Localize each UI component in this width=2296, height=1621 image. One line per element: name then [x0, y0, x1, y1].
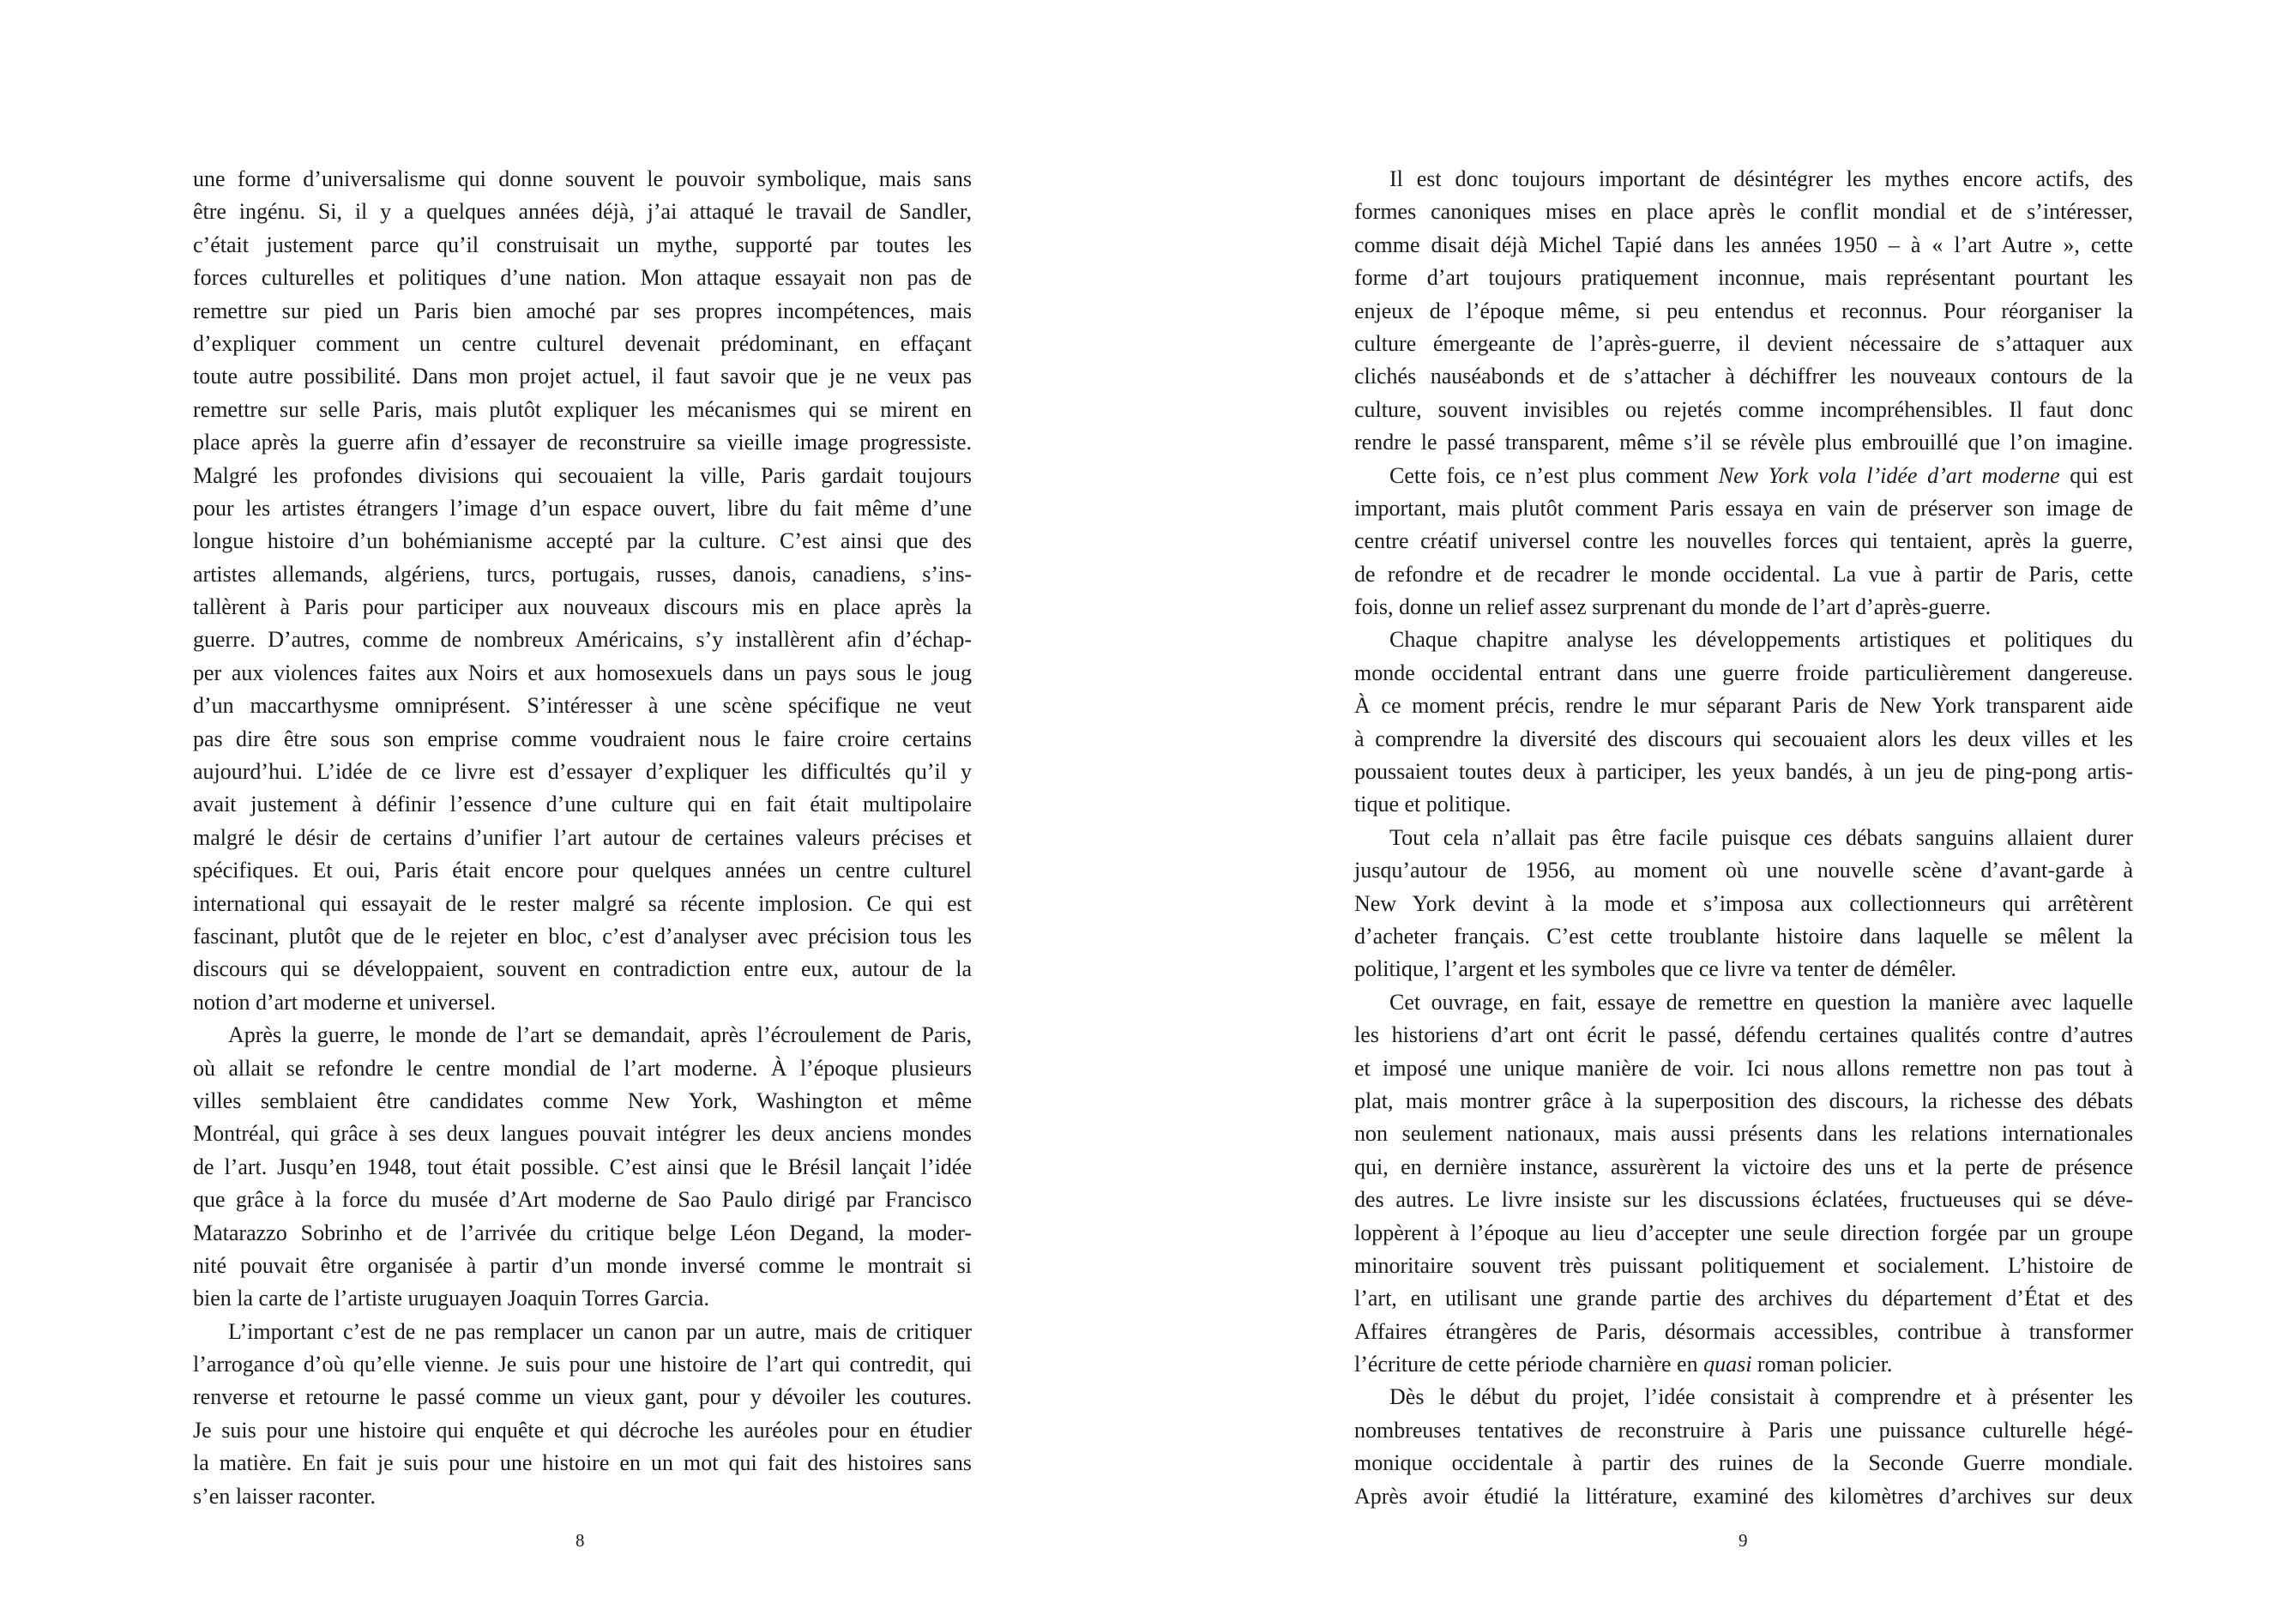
text-line: [1354, 1151, 2133, 1184]
text-line: [1354, 953, 2133, 985]
text-line: [1354, 1282, 2133, 1315]
text-line: [193, 1447, 972, 1479]
text-line: [1354, 1447, 2133, 1479]
text-line: [193, 1414, 972, 1447]
line-text: Cette fois, ce n’est plus comment: [1389, 462, 1719, 488]
page-number-right: 9: [1739, 1530, 1748, 1551]
line-text: artistes allemands, algériens, turcs, portugais, russes, danois, canadiens, s’ins-: [193, 561, 972, 587]
text-line: [193, 1282, 972, 1315]
text-line: [1354, 1414, 2133, 1447]
line-text: à comprendre la diversité des discours qui secouaient alors les deux villes et les: [1354, 726, 2133, 751]
line-text: d’acheter français. C’est cette troublante histoire dans laquelle se mêlent la: [1354, 923, 2133, 949]
line-text: tallèrent à Paris pour participer aux nouveaux discours mis en place après la: [193, 594, 972, 620]
text-line: [1354, 525, 2133, 557]
text-line: [193, 591, 972, 624]
line-text: une forme d’universalisme qui donne souvent le pouvoir symbolique, mais sans: [193, 166, 972, 191]
line-text: Affaires étrangères de Paris, désormais accessibles, contribue à transformer: [1354, 1318, 2133, 1344]
line-text: international qui essayait de le rester malgré sa récente implosion. Ce qui est: [193, 890, 972, 916]
text-line: [1354, 295, 2133, 328]
line-text: c’était justement parce qu’il construisait un mythe, supporté par toutes les: [193, 232, 972, 257]
page-number-left: 8: [576, 1530, 585, 1551]
line-text: formes canoniques mises en place après le conflit mondial et de s’intéresser,: [1354, 199, 2133, 225]
text-line: [193, 360, 972, 393]
line-text: New York devint à la mode et s’imposa aux collectionneurs qui arrêtèrent: [1354, 890, 2133, 916]
line-text: qui, en dernière instance, assurèrent la victoire des uns et la perte de présence: [1354, 1154, 2133, 1179]
text-line: [193, 1381, 972, 1413]
line-text: pour les artistes étrangers l’image d’un espace ouvert, libre du fait même d’une: [193, 495, 972, 521]
text-line: [193, 657, 972, 690]
line-text: la matière. En fait je suis pour une histoire en un mot qui fait des histoires sans: [193, 1450, 972, 1476]
line-text: aujourd’hui. L’idée de ce livre est d’essayer d’expliquer les difficultés qu’il y: [193, 759, 972, 785]
line-text: centre créatif universel contre les nouvelles forces qui tentaient, après la guerre,: [1354, 528, 2133, 554]
line-text: discours qui se développaient, souvent en contradiction entre eux, autour de la: [193, 956, 972, 982]
line-text: Après avoir étudié la littérature, examiné des kilomètres d’archives sur deux: [1354, 1483, 2133, 1509]
text-line: [1354, 723, 2133, 756]
text-line: [193, 1085, 972, 1118]
line-text: Tout cela n’allait pas être facile puisque ces débats sanguins allaient durer: [1389, 824, 2133, 850]
line-text: L’important c’est de ne pas remplacer un canon par un autre, mais de critiquer: [228, 1318, 972, 1344]
text-line: [193, 756, 972, 788]
line-text: l’arrogance d’où qu’elle vienne. Je suis pour une histoire de l’art qui contredit, qui: [193, 1352, 972, 1377]
italic-title: New York vola l’idée d’art moderne: [1718, 462, 2060, 488]
line-text: forces culturelles et politiques d’une nation. Mon attaque essayait non pas de: [193, 265, 972, 291]
text-line: [193, 1184, 972, 1216]
line-text: les historiens d’art ont écrit le passé, défendu certaines qualités contre d’autres: [1354, 1022, 2133, 1048]
text-line: [193, 690, 972, 722]
text-line: [193, 1217, 972, 1250]
line-text: l’écriture de cette période charnière en: [1354, 1352, 1704, 1377]
text-line: [193, 328, 972, 360]
line-text: Montréal, qui grâce à ses deux langues pouvait intégrer les deux anciens mondes: [193, 1121, 972, 1147]
line-text: minoritaire souvent très puissant politiquement et socialement. L’histoire de: [1354, 1252, 2133, 1278]
line-text-after: qui est: [2059, 462, 2133, 488]
text-line: [1354, 1348, 2133, 1381]
line-text: l’art, en utilisant une grande partie des archives du département d’État et des: [1354, 1286, 2133, 1311]
text-line: [193, 1348, 972, 1381]
text-line: [1354, 1217, 2133, 1250]
text-line: [193, 1151, 972, 1184]
line-text: Il est donc toujours important de désintégrer les mythes encore actifs, des: [1389, 166, 2133, 191]
text-line: [193, 525, 972, 557]
line-text: s’en laisser raconter.: [193, 1483, 376, 1509]
line-text: pas dire être sous son emprise comme voudraient nous le faire croire certains: [193, 726, 972, 751]
text-line: [1354, 229, 2133, 262]
text-line: [1354, 196, 2133, 228]
text-line: [1354, 1052, 2133, 1085]
line-text: forme d’art toujours pratiquement inconnue, mais représentant pourtant les: [1354, 265, 2133, 291]
text-line: [1354, 394, 2133, 426]
text-line: [1354, 1381, 2133, 1413]
text-line: [1354, 591, 2133, 624]
line-text: Dès le début du projet, l’idée consistait à comprendre et à présenter les: [1389, 1384, 2133, 1410]
left-page-text: [193, 163, 972, 1513]
line-text: enjeux de l’époque même, si peu entendus et reconnus. Pour réorganiser la: [1354, 298, 2133, 323]
text-line: [193, 196, 972, 228]
line-text-after: roman policier.: [1751, 1352, 1893, 1377]
text-line: [193, 492, 972, 525]
text-line: [193, 723, 972, 756]
line-text: monde occidental entrant dans une guerre froide particulièrement dangereuse.: [1354, 660, 2133, 685]
text-line: [193, 986, 972, 1019]
line-text: Malgré les profondes divisions qui secouaient la ville, Paris gardait toujours: [193, 462, 972, 488]
line-text: poussaient toutes deux à participer, les yeux bandés, à un jeu de ping-pong artis-: [1354, 759, 2133, 785]
line-text: que grâce à la force du musée d’Art moderne de Sao Paulo dirigé par Francisco: [193, 1187, 972, 1213]
text-line: [1354, 460, 2133, 492]
text-line: [193, 788, 972, 821]
line-text: d’expliquer comment un centre culturel devenait prédominant, en effaçant: [193, 330, 972, 356]
line-text: clichés nauséabonds et de s’attacher à déchiffrer les nouveaux contours de la: [1354, 364, 2133, 389]
text-line: [1354, 888, 2133, 920]
text-line: [1354, 360, 2133, 393]
line-text: nombreuses tentatives de reconstruire à Paris une puissance culturelle hégé-: [1354, 1417, 2133, 1443]
text-line: [1354, 1480, 2133, 1513]
line-text: place après la guerre afin d’essayer de reconstruire sa vieille image progressiste.: [193, 430, 972, 455]
line-text: de l’art. Jusqu’en 1948, tout était possible. C’est ainsi que le Brésil lançait l’idée: [193, 1154, 972, 1179]
text-line: [1354, 163, 2133, 196]
text-line: [1354, 657, 2133, 690]
line-text: longue histoire d’un bohémianisme accepté par la culture. C’est ainsi que des: [193, 528, 972, 554]
line-text: À ce moment précis, rendre le mur séparant Paris de New York transparent aide: [1354, 693, 2133, 719]
line-text: loppèrent à l’époque au lieu d’accepter une seule direction forgée par un groupe: [1354, 1220, 2133, 1245]
text-line: [1354, 822, 2133, 854]
line-text: Matarazzo Sobrinho et de l’arrivée du critique belge Léon Degand, la moder-: [193, 1220, 972, 1245]
line-text: bien la carte de l’artiste uruguayen Joaquin Torres Garcia.: [193, 1286, 709, 1311]
line-text: remettre sur pied un Paris bien amoché par ses propres incompétences, mais: [193, 298, 972, 323]
text-line: [1354, 920, 2133, 953]
line-text: et imposé une unique manière de voir. Ici nous allons remettre non pas tout à: [1354, 1055, 2133, 1081]
line-text: notion d’art moderne et universel.: [193, 989, 497, 1015]
text-line: [1354, 426, 2133, 459]
line-text: villes semblaient être candidates comme New York, Washington et même: [193, 1088, 972, 1113]
text-line: [193, 394, 972, 426]
line-text: guerre. D’autres, comme de nombreux Américains, s’y installèrent afin d’échap-: [193, 627, 972, 653]
text-line: [193, 295, 972, 328]
text-line: [193, 163, 972, 196]
text-line: [1354, 492, 2133, 525]
text-line: [193, 888, 972, 920]
line-text: comme disait déjà Michel Tapié dans les années 1950 – à « l’art Autre », cette: [1354, 232, 2133, 257]
text-line: [193, 854, 972, 887]
line-text: per aux violences faites aux Noirs et aux homosexuels dans un pays sous le joug: [193, 660, 972, 685]
text-line: [1354, 328, 2133, 360]
line-text: non seulement nationaux, mais aussi présents dans les relations internationales: [1354, 1121, 2133, 1147]
italic-title: quasi: [1703, 1352, 1752, 1377]
line-text: monique occidentale à partir des ruines de la Seconde Guerre mondiale.: [1354, 1450, 2133, 1476]
text-line: [193, 558, 972, 591]
line-text: renverse et retourne le passé comme un vieux gant, pour y dévoiler les coutures.: [193, 1384, 972, 1410]
line-text: de refondre et de recadrer le monde occidental. La vue à partir de Paris, cette: [1354, 561, 2133, 587]
text-line: [1354, 1118, 2133, 1150]
line-text: tique et politique.: [1354, 792, 1511, 817]
line-text: Chaque chapitre analyse les développements artistiques et politiques du: [1389, 627, 2133, 653]
line-text: Après la guerre, le monde de l’art se demandait, après l’écroulement de Paris,: [228, 1022, 972, 1048]
line-text: être ingénu. Si, il y a quelques années déjà, j’ai attaqué le travail de Sandler,: [193, 199, 972, 225]
text-line: [1354, 1085, 2133, 1118]
line-text: nité pouvait être organisée à partir d’un monde inversé comme le montrait si: [193, 1252, 972, 1278]
text-line: [193, 229, 972, 262]
text-line: [193, 1052, 972, 1085]
text-line: [1354, 262, 2133, 294]
line-text: plat, mais montrer grâce à la superposition des discours, la richesse des débats: [1354, 1088, 2133, 1113]
line-text: rendre le passé transparent, même s’il se révèle plus embrouillé que l’on imagine.: [1354, 430, 2133, 455]
line-text: fois, donne un relief assez surprenant du monde de l’art d’après-guerre.: [1354, 594, 1992, 620]
text-line: [193, 1250, 972, 1282]
line-text: remettre sur selle Paris, mais plutôt expliquer les mécanismes qui se mirent en: [193, 396, 972, 422]
text-line: [193, 920, 972, 953]
text-line: [1354, 788, 2133, 821]
line-text: d’un maccarthysme omniprésent. S’intéresser à une scène spécifique ne veut: [193, 693, 972, 719]
text-line: [193, 822, 972, 854]
line-text: des autres. Le livre insiste sur les discussions éclatées, fructueuses qui se déve-: [1354, 1187, 2133, 1213]
text-line: [1354, 1250, 2133, 1282]
text-line: [193, 262, 972, 294]
line-text: fascinant, plutôt que de le rejeter en bloc, c’est d’analyser avec précision tous les: [193, 923, 972, 949]
line-text: Je suis pour une histoire qui enquête et qui décroche les auréoles pour en étudier: [193, 1417, 972, 1443]
text-line: [193, 1480, 972, 1513]
text-line: [1354, 1019, 2133, 1052]
line-text: où allait se refondre le centre mondial de l’art moderne. À l’époque plusieurs: [193, 1055, 972, 1081]
text-line: [193, 426, 972, 459]
line-text: politique, l’argent et les symboles que ce livre va tenter de démêler.: [1354, 956, 1956, 982]
text-line: [193, 624, 972, 656]
text-line: [1354, 1316, 2133, 1348]
text-line: [193, 460, 972, 492]
right-page-text: [1354, 163, 2133, 1513]
line-text: spécifiques. Et oui, Paris était encore pour quelques années un centre culturel: [193, 858, 972, 883]
text-line: [193, 1118, 972, 1150]
line-text: Cet ouvrage, en fait, essaye de remettre en question la manière avec laquelle: [1389, 989, 2133, 1015]
text-line: [1354, 1184, 2133, 1216]
line-text: jusqu’autour de 1956, au moment où une nouvelle scène d’avant-garde à: [1354, 858, 2133, 883]
line-text: culture émergeante de l’après-guerre, il devient nécessaire de s’attaquer aux: [1354, 330, 2133, 356]
text-line: [1354, 558, 2133, 591]
text-line: [1354, 624, 2133, 656]
line-text: culture, souvent invisibles ou rejetés comme incompréhensibles. Il faut donc: [1354, 396, 2133, 422]
line-text: important, mais plutôt comment Paris essaya en vain de préserver son image de: [1354, 495, 2133, 521]
text-line: [193, 1019, 972, 1052]
text-line: [193, 953, 972, 985]
line-text: malgré le désir de certains d’unifier l’art autour de certaines valeurs précises et: [193, 824, 972, 850]
text-line: [1354, 986, 2133, 1019]
text-line: [1354, 690, 2133, 722]
line-text: toute autre possibilité. Dans mon projet actuel, il faut savoir que je ne veux pas: [193, 364, 972, 389]
text-line: [1354, 756, 2133, 788]
text-line: [1354, 854, 2133, 887]
line-text: avait justement à définir l’essence d’une culture qui en fait était multipolaire: [193, 792, 972, 817]
text-line: [193, 1316, 972, 1348]
